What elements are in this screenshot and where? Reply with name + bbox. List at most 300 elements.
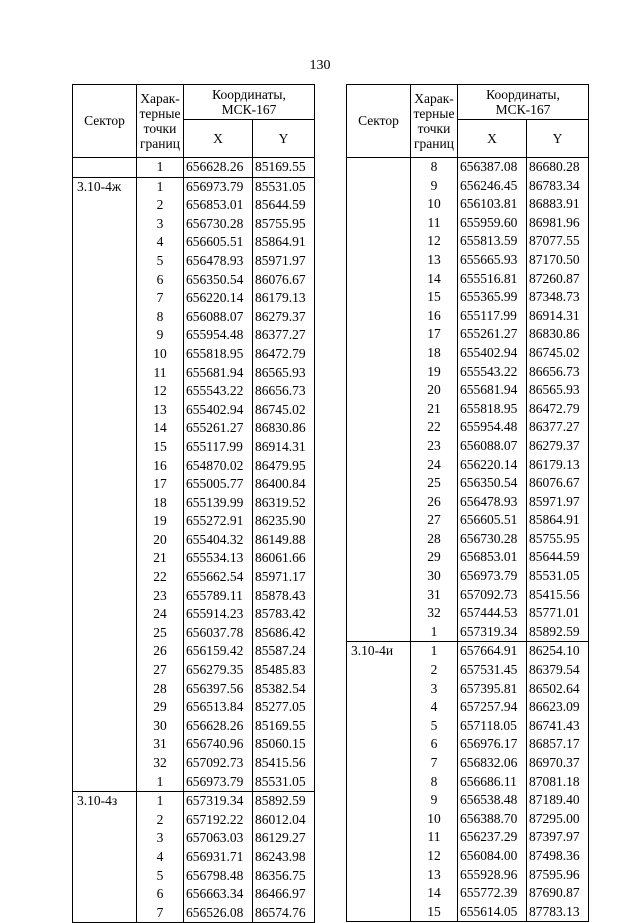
point-number-cell: 28 [137, 680, 184, 699]
sector-cell [347, 195, 411, 214]
sector-cell [73, 735, 137, 754]
y-coordinate-cell: 85382.54 [253, 680, 315, 699]
y-coordinate-cell: 86377.27 [527, 418, 589, 437]
y-coordinate-cell: 86502.64 [527, 680, 589, 699]
point-number-cell: 4 [411, 698, 458, 717]
sector-cell [347, 884, 411, 903]
point-number-cell: 3 [411, 680, 458, 699]
sector-cell [347, 623, 411, 642]
sector-cell [73, 494, 137, 513]
y-coordinate-cell: 86319.52 [253, 494, 315, 513]
point-number-cell: 22 [411, 418, 458, 437]
sector-cell: 3.10-4ж [73, 177, 137, 196]
x-coordinate-cell: 655662.54 [184, 568, 253, 587]
table-row [347, 623, 589, 642]
sector-cell [73, 773, 137, 792]
sector-cell [347, 604, 411, 623]
y-coordinate-cell: 86235.90 [253, 512, 315, 531]
sector-cell [73, 642, 137, 661]
x-coordinate-cell: 656159.42 [184, 642, 253, 661]
sector-cell [347, 456, 411, 475]
sector-cell [73, 271, 137, 290]
x-coordinate-cell: 656088.07 [184, 308, 253, 327]
x-coordinate-cell: 655365.99 [458, 288, 527, 307]
point-number-cell: 25 [411, 474, 458, 493]
x-coordinate-cell: 655272.91 [184, 512, 253, 531]
table-row [347, 828, 589, 847]
point-number-cell: 2 [137, 196, 184, 215]
y-coordinate-cell: 85587.24 [253, 642, 315, 661]
table-row [73, 867, 315, 886]
sector-cell [347, 418, 411, 437]
y-coordinate-cell: 85686.42 [253, 624, 315, 643]
y-coordinate-cell: 85644.59 [253, 196, 315, 215]
y-coordinate-cell: 87783.13 [527, 903, 589, 922]
x-coordinate-cell: 657395.81 [458, 680, 527, 699]
table-row [347, 493, 589, 512]
header-x: X [458, 120, 527, 158]
sector-cell [347, 735, 411, 754]
table-row [73, 345, 315, 364]
x-coordinate-cell: 656526.08 [184, 904, 253, 923]
sector-cell [73, 587, 137, 606]
point-number-cell: 31 [411, 586, 458, 605]
y-coordinate-cell: 86857.17 [527, 735, 589, 754]
x-coordinate-cell: 656538.48 [458, 791, 527, 810]
sector-cell [347, 232, 411, 251]
y-coordinate-cell: 86970.37 [527, 754, 589, 773]
point-number-cell: 7 [137, 289, 184, 308]
table-row [347, 214, 589, 233]
sector-cell [73, 811, 137, 830]
sector-cell [73, 848, 137, 867]
y-coordinate-cell: 86076.67 [527, 474, 589, 493]
point-number-cell: 30 [137, 717, 184, 736]
table-row [73, 680, 315, 699]
sector-cell [347, 548, 411, 567]
y-coordinate-cell: 85755.95 [527, 530, 589, 549]
sector-cell [73, 475, 137, 494]
x-coordinate-cell: 656220.14 [184, 289, 253, 308]
point-number-cell: 20 [411, 381, 458, 400]
header-y: Y [253, 120, 315, 158]
y-coordinate-cell: 85971.17 [253, 568, 315, 587]
x-coordinate-cell: 656513.84 [184, 698, 253, 717]
y-coordinate-cell: 87077.55 [527, 232, 589, 251]
sector-cell [347, 680, 411, 699]
table-row [347, 511, 589, 530]
y-coordinate-cell: 86914.31 [527, 307, 589, 326]
x-coordinate-cell: 655402.94 [458, 344, 527, 363]
sector-cell [347, 586, 411, 605]
point-number-cell: 30 [411, 567, 458, 586]
x-coordinate-cell: 657092.73 [458, 586, 527, 605]
y-coordinate-cell: 86574.76 [253, 904, 315, 923]
sector-cell [347, 325, 411, 344]
table-row [347, 251, 589, 270]
sector-cell [347, 511, 411, 530]
point-number-cell: 10 [411, 195, 458, 214]
y-coordinate-cell: 86565.93 [527, 381, 589, 400]
x-coordinate-cell: 655914.23 [184, 605, 253, 624]
y-coordinate-cell: 86377.27 [253, 326, 315, 345]
y-coordinate-cell: 85531.05 [253, 177, 315, 196]
y-coordinate-cell: 85971.97 [527, 493, 589, 512]
x-coordinate-cell: 656798.48 [184, 867, 253, 886]
point-number-cell: 21 [137, 549, 184, 568]
table-row [73, 196, 315, 215]
header-sector: Сектор [73, 85, 137, 158]
header-sector: Сектор [347, 85, 411, 158]
table-row [347, 680, 589, 699]
point-number-cell: 14 [137, 419, 184, 438]
y-coordinate-cell: 85878.43 [253, 587, 315, 606]
sector-cell [347, 474, 411, 493]
x-coordinate-cell: 655543.22 [458, 363, 527, 382]
y-coordinate-cell: 86883.91 [527, 195, 589, 214]
point-number-cell: 10 [411, 810, 458, 829]
sector-cell [73, 401, 137, 420]
header-y: Y [527, 120, 589, 158]
point-number-cell: 23 [411, 437, 458, 456]
x-coordinate-cell: 655818.95 [458, 400, 527, 419]
y-coordinate-cell: 85060.15 [253, 735, 315, 754]
x-coordinate-cell: 656237.29 [458, 828, 527, 847]
x-coordinate-cell: 656730.28 [184, 215, 253, 234]
point-number-cell: 9 [411, 791, 458, 810]
x-coordinate-cell: 656397.56 [184, 680, 253, 699]
table-row [347, 456, 589, 475]
sector-cell [347, 754, 411, 773]
point-number-cell: 32 [411, 604, 458, 623]
sector-cell [73, 605, 137, 624]
sector-cell [73, 158, 137, 178]
y-coordinate-cell: 86076.67 [253, 271, 315, 290]
x-coordinate-cell: 657063.03 [184, 829, 253, 848]
table-row [347, 884, 589, 903]
point-number-cell: 19 [411, 363, 458, 382]
point-number-cell: 6 [411, 735, 458, 754]
point-number-cell: 1 [137, 177, 184, 196]
x-coordinate-cell: 656350.54 [184, 271, 253, 290]
sector-cell [73, 531, 137, 550]
x-coordinate-cell: 656973.79 [184, 773, 253, 792]
sector-cell [73, 364, 137, 383]
header-x: X [184, 120, 253, 158]
table-row [347, 344, 589, 363]
x-coordinate-cell: 655954.48 [458, 418, 527, 437]
table-row [73, 475, 315, 494]
y-coordinate-cell: 86479.95 [253, 457, 315, 476]
x-coordinate-cell: 655534.13 [184, 549, 253, 568]
table-row [347, 810, 589, 829]
y-coordinate-cell: 87397.97 [527, 828, 589, 847]
sector-cell [73, 233, 137, 252]
y-coordinate-cell: 86466.97 [253, 885, 315, 904]
y-coordinate-cell: 87260.87 [527, 270, 589, 289]
sector-cell [73, 438, 137, 457]
table-row [347, 400, 589, 419]
point-number-cell: 9 [411, 177, 458, 196]
table-row [73, 177, 315, 196]
y-coordinate-cell: 86680.28 [527, 158, 589, 177]
point-number-cell: 11 [411, 828, 458, 847]
y-coordinate-cell: 85531.05 [253, 773, 315, 792]
table-row [347, 604, 589, 623]
table-row [347, 288, 589, 307]
table-row [347, 661, 589, 680]
sector-cell [347, 567, 411, 586]
point-number-cell: 7 [137, 904, 184, 923]
point-number-cell: 16 [137, 457, 184, 476]
y-coordinate-cell: 86623.09 [527, 698, 589, 717]
sector-cell [347, 828, 411, 847]
table-row [347, 437, 589, 456]
point-number-cell: 15 [411, 288, 458, 307]
x-coordinate-cell: 655516.81 [458, 270, 527, 289]
y-coordinate-cell: 86745.02 [253, 401, 315, 420]
x-coordinate-cell: 656686.11 [458, 773, 527, 792]
x-coordinate-cell: 656740.96 [184, 735, 253, 754]
y-coordinate-cell: 85864.91 [527, 511, 589, 530]
x-coordinate-cell: 654870.02 [184, 457, 253, 476]
page-number: 130 [309, 58, 331, 73]
table-row [73, 754, 315, 773]
point-number-cell: 27 [137, 661, 184, 680]
x-coordinate-cell: 655005.77 [184, 475, 253, 494]
x-coordinate-cell: 657257.94 [458, 698, 527, 717]
y-coordinate-cell: 85892.59 [527, 623, 589, 642]
table-row [347, 232, 589, 251]
table-row [73, 512, 315, 531]
point-number-cell: 24 [411, 456, 458, 475]
y-coordinate-cell: 86012.04 [253, 811, 315, 830]
sector-cell [347, 661, 411, 680]
point-number-cell: 13 [137, 401, 184, 420]
table-row [347, 195, 589, 214]
table-row [73, 811, 315, 830]
table-row [73, 233, 315, 252]
x-coordinate-cell: 655117.99 [458, 307, 527, 326]
point-number-cell: 18 [411, 344, 458, 363]
x-coordinate-cell: 656084.00 [458, 847, 527, 866]
sector-cell [347, 158, 411, 177]
x-coordinate-cell: 656628.26 [184, 717, 253, 736]
point-number-cell: 13 [411, 251, 458, 270]
y-coordinate-cell: 86472.79 [253, 345, 315, 364]
table-row [347, 586, 589, 605]
table-row [73, 308, 315, 327]
table-row [73, 382, 315, 401]
y-coordinate-cell: 85415.56 [253, 754, 315, 773]
x-coordinate-cell: 655261.27 [184, 419, 253, 438]
table-row [73, 568, 315, 587]
x-coordinate-cell: 656853.01 [184, 196, 253, 215]
point-number-cell: 8 [137, 308, 184, 327]
point-number-cell: 2 [137, 811, 184, 830]
table-row [347, 754, 589, 773]
point-number-cell: 26 [137, 642, 184, 661]
point-number-cell: 22 [137, 568, 184, 587]
table-row [73, 326, 315, 345]
point-number-cell: 1 [137, 792, 184, 811]
x-coordinate-cell: 655954.48 [184, 326, 253, 345]
sector-cell [73, 457, 137, 476]
sector-cell [347, 717, 411, 736]
table-row [73, 494, 315, 513]
point-number-cell: 10 [137, 345, 184, 364]
table-row [73, 792, 315, 811]
sector-cell [73, 308, 137, 327]
point-number-cell: 5 [411, 717, 458, 736]
point-number-cell: 14 [411, 884, 458, 903]
header-coordinates: Координаты, МСК-167 [458, 85, 589, 120]
sector-cell [73, 382, 137, 401]
sector-cell [347, 400, 411, 419]
table-row [347, 363, 589, 382]
x-coordinate-cell: 655928.96 [458, 866, 527, 885]
point-number-cell: 5 [137, 252, 184, 271]
sector-cell [347, 791, 411, 810]
y-coordinate-cell: 87081.18 [527, 773, 589, 792]
table-row [347, 270, 589, 289]
x-coordinate-cell: 655818.95 [184, 345, 253, 364]
sector-cell [73, 867, 137, 886]
point-number-cell: 4 [137, 848, 184, 867]
point-number-cell: 8 [411, 773, 458, 792]
x-coordinate-cell: 656663.34 [184, 885, 253, 904]
point-number-cell: 17 [137, 475, 184, 494]
sector-cell [347, 437, 411, 456]
sector-cell [73, 754, 137, 773]
point-number-cell: 28 [411, 530, 458, 549]
x-coordinate-cell: 656350.54 [458, 474, 527, 493]
y-coordinate-cell: 86179.13 [253, 289, 315, 308]
x-coordinate-cell: 656973.79 [458, 567, 527, 586]
y-coordinate-cell: 86830.86 [253, 419, 315, 438]
x-coordinate-cell: 656103.81 [458, 195, 527, 214]
y-coordinate-cell: 85485.83 [253, 661, 315, 680]
sector-cell [73, 196, 137, 215]
table-row [347, 474, 589, 493]
table-row [73, 904, 315, 923]
point-number-cell: 15 [137, 438, 184, 457]
x-coordinate-cell: 655543.22 [184, 382, 253, 401]
sector-cell [73, 326, 137, 345]
y-coordinate-cell: 86061.66 [253, 549, 315, 568]
x-coordinate-cell: 656246.45 [458, 177, 527, 196]
y-coordinate-cell: 86379.54 [527, 661, 589, 680]
point-number-cell: 11 [137, 364, 184, 383]
table-row [73, 252, 315, 271]
table-row [347, 177, 589, 196]
sector-cell [73, 904, 137, 923]
sector-cell [347, 177, 411, 196]
table-row [73, 364, 315, 383]
y-coordinate-cell: 86149.88 [253, 531, 315, 550]
y-coordinate-cell: 86129.27 [253, 829, 315, 848]
x-coordinate-cell: 657531.45 [458, 661, 527, 680]
table-row [347, 567, 589, 586]
x-coordinate-cell: 657192.22 [184, 811, 253, 830]
sector-cell [73, 549, 137, 568]
table-row [73, 642, 315, 661]
table-row [347, 325, 589, 344]
x-coordinate-cell: 656605.51 [458, 511, 527, 530]
table-row [347, 530, 589, 549]
sector-cell [347, 810, 411, 829]
y-coordinate-cell: 85415.56 [527, 586, 589, 605]
sector-cell [347, 344, 411, 363]
point-number-cell: 19 [137, 512, 184, 531]
point-number-cell: 7 [411, 754, 458, 773]
point-number-cell: 25 [137, 624, 184, 643]
x-coordinate-cell: 656628.26 [184, 158, 253, 178]
sector-cell [347, 307, 411, 326]
table-row [73, 158, 315, 178]
y-coordinate-cell: 85771.01 [527, 604, 589, 623]
header-coordinates: Координаты, МСК-167 [184, 85, 315, 120]
x-coordinate-cell: 656037.78 [184, 624, 253, 643]
y-coordinate-cell: 85644.59 [527, 548, 589, 567]
y-coordinate-cell: 85783.42 [253, 605, 315, 624]
y-coordinate-cell: 87595.96 [527, 866, 589, 885]
x-coordinate-cell: 657319.34 [458, 623, 527, 642]
point-number-cell: 24 [137, 605, 184, 624]
y-coordinate-cell: 86745.02 [527, 344, 589, 363]
sector-cell [347, 493, 411, 512]
x-coordinate-cell: 656388.70 [458, 810, 527, 829]
table-row [73, 438, 315, 457]
x-coordinate-cell: 655261.27 [458, 325, 527, 344]
point-number-cell: 9 [137, 326, 184, 345]
table-row [73, 289, 315, 308]
point-number-cell: 23 [137, 587, 184, 606]
y-coordinate-cell: 86279.37 [527, 437, 589, 456]
point-number-cell: 12 [411, 847, 458, 866]
x-coordinate-cell: 655402.94 [184, 401, 253, 420]
y-coordinate-cell: 87170.50 [527, 251, 589, 270]
sector-cell [347, 847, 411, 866]
sector-cell [73, 289, 137, 308]
sector-cell: 3.10-4и [347, 642, 411, 661]
table-row [73, 587, 315, 606]
sector-cell [73, 419, 137, 438]
sector-cell [73, 885, 137, 904]
sector-cell [347, 530, 411, 549]
x-coordinate-cell: 656976.17 [458, 735, 527, 754]
point-number-cell: 32 [137, 754, 184, 773]
x-coordinate-cell: 655681.94 [184, 364, 253, 383]
coordinates-table-right [346, 84, 589, 922]
y-coordinate-cell: 86279.37 [253, 308, 315, 327]
x-coordinate-cell: 656220.14 [458, 456, 527, 475]
y-coordinate-cell: 87498.36 [527, 847, 589, 866]
sector-cell [347, 773, 411, 792]
table-row [347, 698, 589, 717]
point-number-cell: 1 [411, 642, 458, 661]
table-row [347, 381, 589, 400]
x-coordinate-cell: 657444.53 [458, 604, 527, 623]
x-coordinate-cell: 656853.01 [458, 548, 527, 567]
point-number-cell: 1 [137, 773, 184, 792]
header-points: Харак-терные точки границ [137, 85, 184, 158]
table-row [73, 271, 315, 290]
y-coordinate-cell: 87295.00 [527, 810, 589, 829]
x-coordinate-cell: 655772.39 [458, 884, 527, 903]
sector-cell [347, 251, 411, 270]
point-number-cell: 11 [411, 214, 458, 233]
